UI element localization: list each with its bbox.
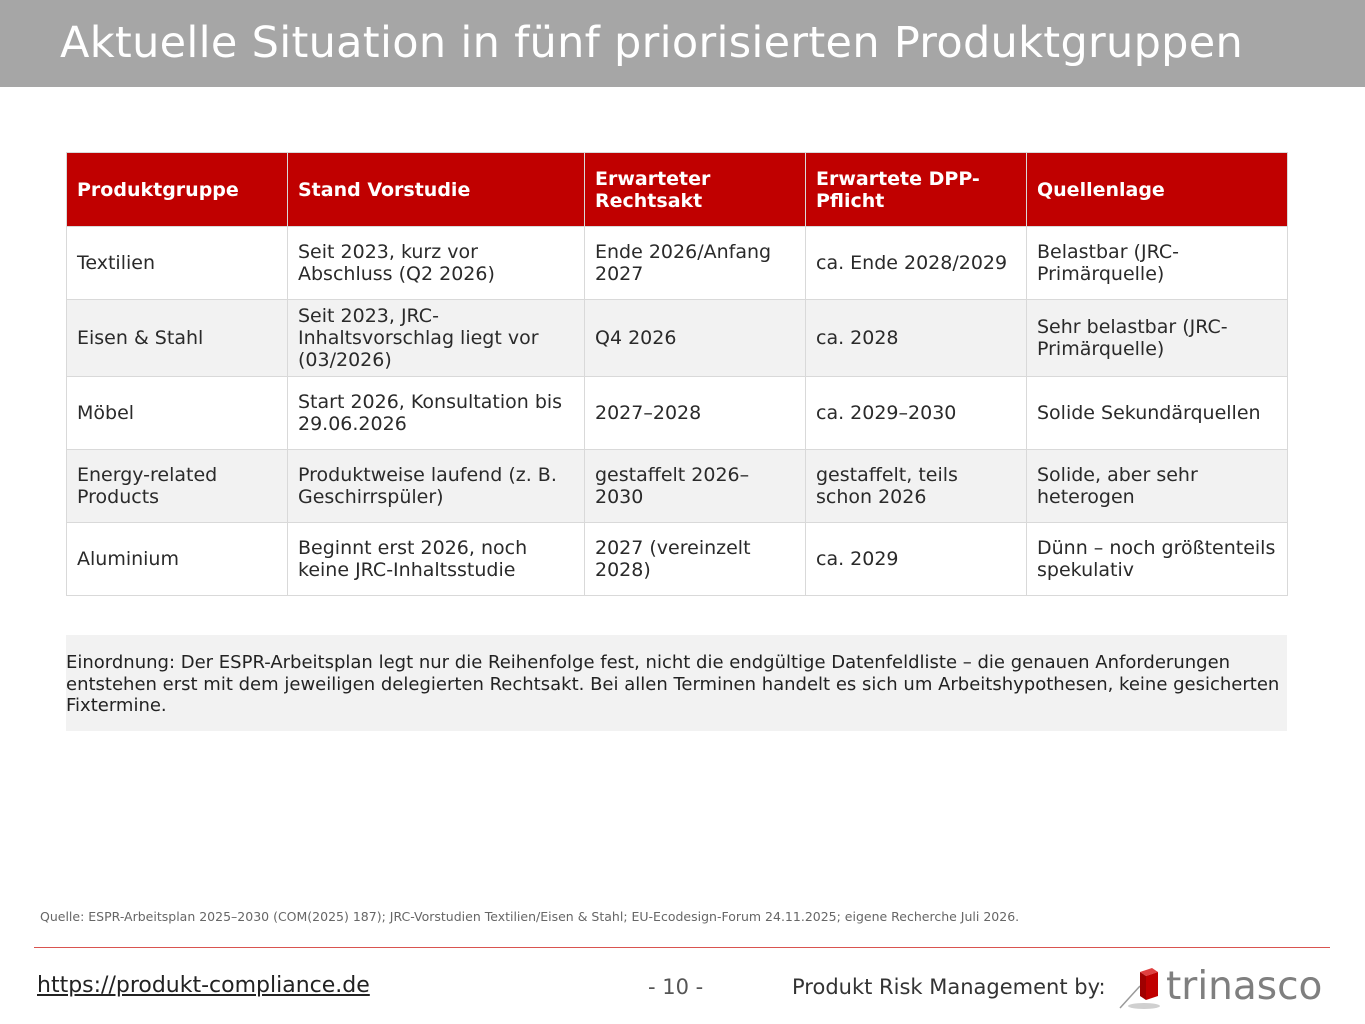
cell-produktgruppe: Möbel: [67, 377, 288, 450]
title-bar: [0, 0, 1365, 87]
cell-erwarteter-rechtsakt: gestaffelt 2026–2030: [585, 450, 806, 523]
cell-quellenlage: Belastbar (JRC-Primärquelle): [1027, 227, 1288, 300]
product-group-table: [66, 152, 1288, 596]
page-title: Aktuelle Situation in fünf priorisierten Produktgruppen: [60, 18, 1244, 68]
note-text: Einordnung: Der ESPR-Arbeitsplan legt nur die Reihenfolge fest, nicht die endgültige Datenfeldliste – die genauen Anforderungen entstehen erst mit dem jeweiligen delegierten Rechtsakt. Bei allen Terminen handelt es sich um Arbeitshypothesen, keine gesicherten Fixtermine.: [66, 652, 1280, 716]
table-row: [67, 227, 1288, 300]
cell-quellenlage: Dünn – noch größtenteils spekulativ: [1027, 523, 1288, 596]
cell-erwarteter-rechtsakt: 2027 (vereinzelt 2028): [585, 523, 806, 596]
column-header-quellenlage: Quellenlage: [1027, 153, 1288, 227]
cell-erwarteter-rechtsakt: Q4 2026: [585, 300, 806, 377]
cell-erwartete-dpp-pflicht: ca. 2029–2030: [806, 377, 1027, 450]
cell-erwartete-dpp-pflicht: ca. 2029: [806, 523, 1027, 596]
cell-stand-vorstudie: Seit 2023, JRC-Inhaltsvorschlag liegt vor (03/2026): [288, 300, 585, 377]
table-header-row: [67, 153, 1288, 227]
trinasco-logo: [1118, 962, 1333, 1014]
column-header-stand-vorstudie: Stand Vorstudie: [288, 153, 585, 227]
table-row: [67, 523, 1288, 596]
logo-wordmark: trinasco: [1166, 964, 1323, 1009]
note-box: [66, 635, 1287, 731]
cell-stand-vorstudie: Beginnt erst 2026, noch keine JRC-Inhaltsstudie: [288, 523, 585, 596]
cell-quellenlage: Sehr belastbar (JRC-Primärquelle): [1027, 300, 1288, 377]
table-row: [67, 450, 1288, 523]
brand-label: Produkt Risk Management by:: [792, 975, 1106, 999]
cell-erwarteter-rechtsakt: 2027–2028: [585, 377, 806, 450]
column-header-produktgruppe: Produktgruppe: [67, 153, 288, 227]
column-header-erwartete-dpp-pflicht: Erwartete DPP-Pflicht: [806, 153, 1027, 227]
table-row: [67, 377, 1288, 450]
cell-erwarteter-rechtsakt: Ende 2026/Anfang 2027: [585, 227, 806, 300]
column-header-erwarteter-rechtsakt: Erwarteter Rechtsakt: [585, 153, 806, 227]
cell-produktgruppe: Eisen & Stahl: [67, 300, 288, 377]
cell-produktgruppe: Energy-related Products: [67, 450, 288, 523]
cell-quellenlage: Solide Sekundärquellen: [1027, 377, 1288, 450]
cell-stand-vorstudie: Start 2026, Konsultation bis 29.06.2026: [288, 377, 585, 450]
cell-stand-vorstudie: Seit 2023, kurz vor Abschluss (Q2 2026): [288, 227, 585, 300]
cell-quellenlage: Solide, aber sehr heterogen: [1027, 450, 1288, 523]
cell-erwartete-dpp-pflicht: gestaffelt, teils schon 2026: [806, 450, 1027, 523]
page-number: - 10 -: [648, 975, 704, 999]
cell-erwartete-dpp-pflicht: ca. Ende 2028/2029: [806, 227, 1027, 300]
cell-erwartete-dpp-pflicht: ca. 2028: [806, 300, 1027, 377]
cell-stand-vorstudie: Produktweise laufend (z. B. Geschirrspüler): [288, 450, 585, 523]
footer-divider: [34, 947, 1330, 948]
cube-logo-icon: [1118, 962, 1168, 1014]
source-citation: Quelle: ESPR-Arbeitsplan 2025–2030 (COM(2025) 187); JRC-Vorstudien Textilien/Eisen & Stahl; EU-Ecodesign-Forum 24.11.2025; eigene Recherche Juli 2026.: [40, 909, 1020, 924]
cell-produktgruppe: Aluminium: [67, 523, 288, 596]
cell-produktgruppe: Textilien: [67, 227, 288, 300]
website-link[interactable]: https://produkt-compliance.de: [37, 973, 370, 998]
table-row: [67, 300, 1288, 377]
